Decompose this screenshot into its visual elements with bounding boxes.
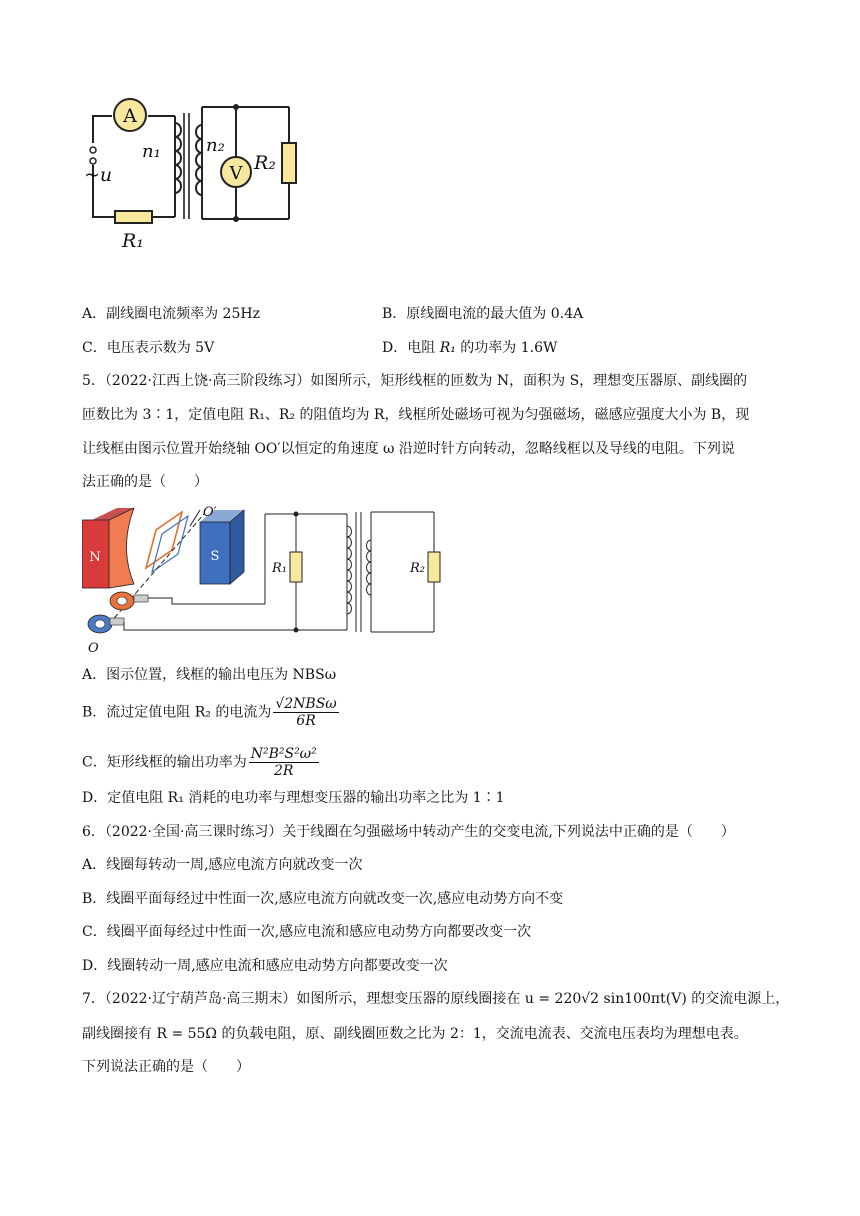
q5-option-b-fraction [273,696,338,729]
q5-option-b-denominator: 6R [296,713,316,729]
q6-stem: 6．（2022·全国·高三课时练习）关于线圈在匀强磁场中转动产生的交变电流,下列说法中正确的是（ ） [82,824,735,840]
voltmeter-label: V [229,163,243,184]
axis-o-prime-label: O′ [203,505,217,520]
r2-label: R₂ [254,152,276,174]
q5-option-b-text: B．流过定值电阻 R₂ 的电流为 [82,704,272,721]
q7-stem-line2: 副线圈接有 R = 55Ω 的负载电阻，原、副线圈匝数之比为 2：1，交流电流表、交流电压表均为理想电表。 [82,1026,748,1042]
axis-o-label: O [88,641,99,656]
q5-option-c [82,746,321,779]
q5-option-b-numerator: √2NBSω [275,696,337,712]
source-label: ~u [84,164,113,186]
generator-transformer-diagram [82,500,452,658]
q5-option-a: A．图示位置，线框的输出电压为 NBSω [82,667,337,683]
q4-option-d [382,338,557,358]
q4-option-b: B．原线圈电流的最大值为 0.4A [382,306,584,322]
q4-option-d-post: 的功率为 1.6W [455,340,558,356]
transformer-circuit-diagram [82,95,312,255]
q5-option-c-text: C．矩形线框的输出功率为 [82,754,247,771]
q5-option-d: D．定值电阻 R₁ 消耗的电功率与理想变压器的输出功率之比为 1∶1 [82,790,505,806]
n2-label: n₂ [206,135,225,156]
q5-option-c-numerator: N²B²S²ω² [250,746,317,762]
ammeter-label: A [123,105,137,127]
q5-option-c-fraction [249,746,319,779]
q5-stem-line2: 匝数比为 3∶1，定值电阻 R₁、R₂ 的阻值均为 R，线框所处磁场可视为匀强磁场，磁感应强度大小为 B，现 [82,407,750,423]
q7-stem-line1: 7．（2022·辽宁葫芦岛·高三期末）如图所示，理想变压器的原线圈接在 u = 220√2 sin100πt(V) 的交流电源上， [82,991,790,1007]
q5-stem-line1: 5．（2022·江西上饶·高三阶段练习）如图所示，矩形线框的匝数为 N，面积为 S，理想变压器原、副线圈的 [82,373,748,389]
magnet-s-label: S [210,549,220,564]
q7-stem-line3: 下列说法正确的是（ ） [82,1059,250,1075]
magnet-n-label: N [89,550,101,565]
q5-stem-line4: 法正确的是（ ） [82,474,208,490]
q5-r2-label: R₂ [410,561,425,576]
q4-option-d-pre: D．电阻 [382,340,440,356]
q6-option-c: C．线圈平面每经过中性面一次,感应电流和感应电动势方向都要改变一次 [82,924,532,940]
r1-label: R₁ [122,230,144,252]
n1-label: n₁ [142,141,161,162]
q6-option-d: D．线圈转动一周,感应电流和感应电动势方向都要改变一次 [82,958,448,974]
q4-option-d-symbol: R₁ [439,340,456,356]
q6-option-b: B．线圈平面每经过中性面一次,感应电流方向就改变一次,感应电动势方向不变 [82,891,564,907]
q5-option-c-denominator: 2R [273,763,294,779]
q5-r1-label: R₁ [272,561,287,576]
q4-option-c: C．电压表示数为 5V [82,340,215,356]
q5-stem-line3: 让线框由图示位置开始绕轴 OO′以恒定的角速度 ω 沿逆时针方向转动，忽略线框以及导线的电阻。下列说 [82,441,735,457]
q5-option-b [82,696,341,729]
q4-option-a: A．副线圈电流频率为 25Hz [82,306,260,322]
q6-option-a: A．线圈每转动一周,感应电流方向就改变一次 [82,857,363,873]
